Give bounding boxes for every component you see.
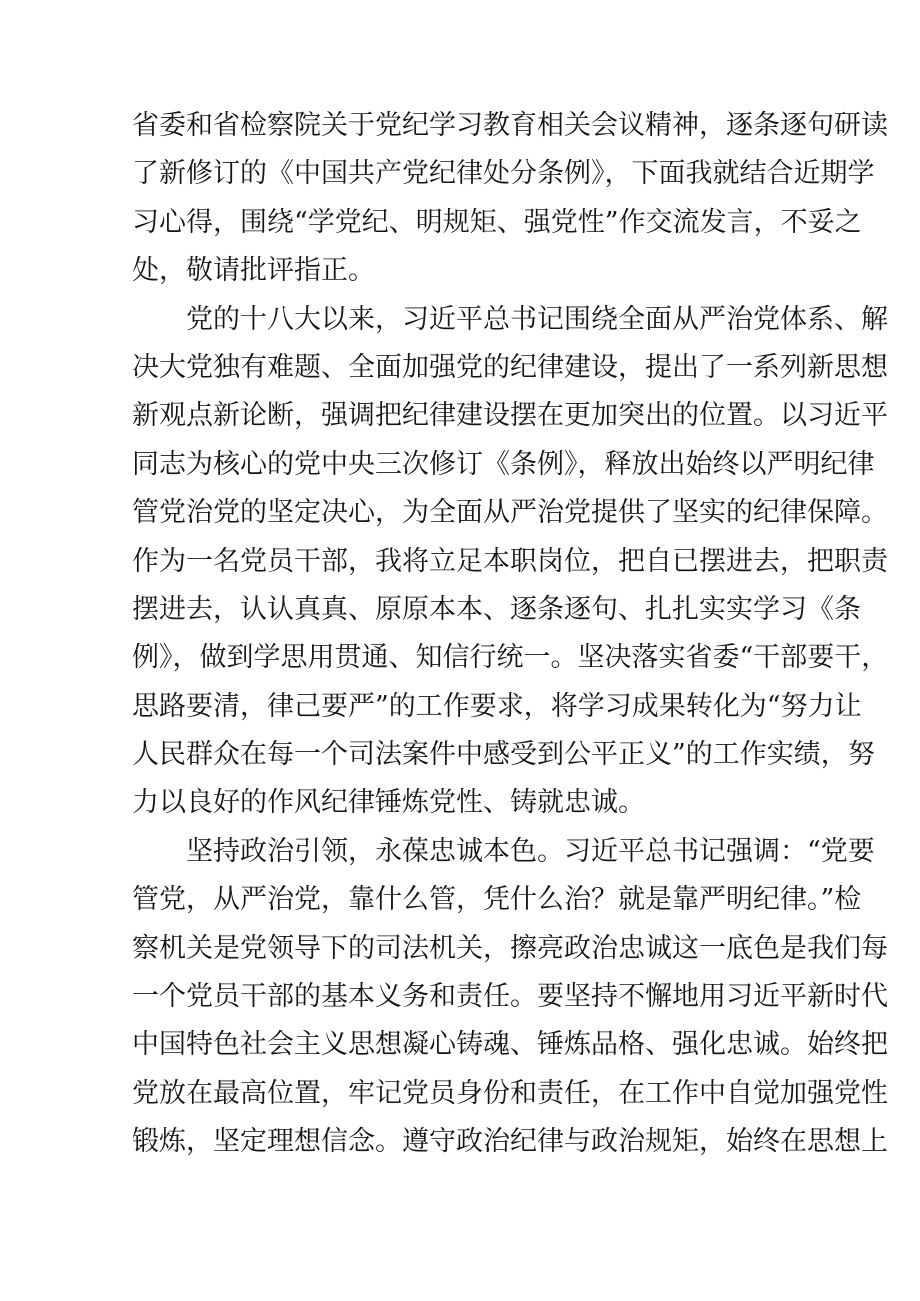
text-line: 同志为核心的党中央三次修订《条例》，释放出始终以严明纪律 <box>132 448 875 480</box>
text-line: 党放在最高位置，牢记党员身份和责任，在工作中自觉加强党性 <box>132 1077 888 1109</box>
text-line: 摆进去，认认真真、原原本本、逐条逐句、扎扎实实学习《条 <box>132 593 861 625</box>
text-line: 管党治党的坚定决心，为全面从严治党提供了坚实的纪律保障。 <box>132 497 888 529</box>
text-line: 察机关是党领导下的司法机关，擦亮政治忠诚这一底色是我们每 <box>132 932 888 964</box>
text-line: 决大党独有难题、全面加强党的纪律建设，提出了一系列新思想 <box>132 351 888 383</box>
text-line: 中国特色社会主义思想凝心铸魂、锤炼品格、强化忠诚。始终把 <box>132 1029 888 1061</box>
text-line: 力以良好的作风纪律锤炼党性、铸就忠诚。 <box>132 787 645 819</box>
text-line: 一个党员干部的基本义务和责任。要坚持不懈地用习近平新时代 <box>132 981 888 1013</box>
text-line: 了新修订的《中国共产党纪律处分条例》，下面我就结合近期学 <box>132 158 875 190</box>
text-line: 习心得，围绕“学党纪、明规矩、强党性”作交流发言，不妥之 <box>132 206 862 238</box>
paragraph-3 <box>132 828 888 1167</box>
text-line: 新观点新论断，强调把纪律建设摆在更加突出的位置。以习近平 <box>132 400 888 432</box>
text-line: 人民群众在每一个司法案件中感受到公平正义”的工作实绩，努 <box>132 739 875 771</box>
text-line: 例》，做到学思用贯通、知信行统一。坚决落实省委“干部要干， <box>132 642 889 674</box>
text-line: 党的十八大以来，习近平总书记围绕全面从严治党体系、解 <box>186 303 888 335</box>
paragraph-2 <box>132 296 889 828</box>
paragraph-1 <box>132 102 888 296</box>
text-line: 处，敬请批评指正。 <box>132 255 375 287</box>
text-line: 省委和省检察院关于党纪学习教育相关会议精神，逐条逐句研读 <box>132 110 888 141</box>
text-line: 管党，从严治党，靠什么管，凭什么治？就是靠严明纪律。”检 <box>132 884 862 916</box>
text-line: 坚持政治引领，永葆忠诚本色。习近平总书记强调：“党要 <box>186 835 875 867</box>
text-line: 锻炼，坚定理想信念。遵守政治纪律与政治规矩，始终在思想上 <box>132 1126 888 1158</box>
text-line: 思路要清，律己要严”的工作要求，将学习成果转化为“努力让 <box>132 690 862 722</box>
text-line: 作为一名党员干部，我将立足本职岗位，把自已摆进去，把职责 <box>132 545 888 577</box>
document-body <box>132 102 889 1167</box>
